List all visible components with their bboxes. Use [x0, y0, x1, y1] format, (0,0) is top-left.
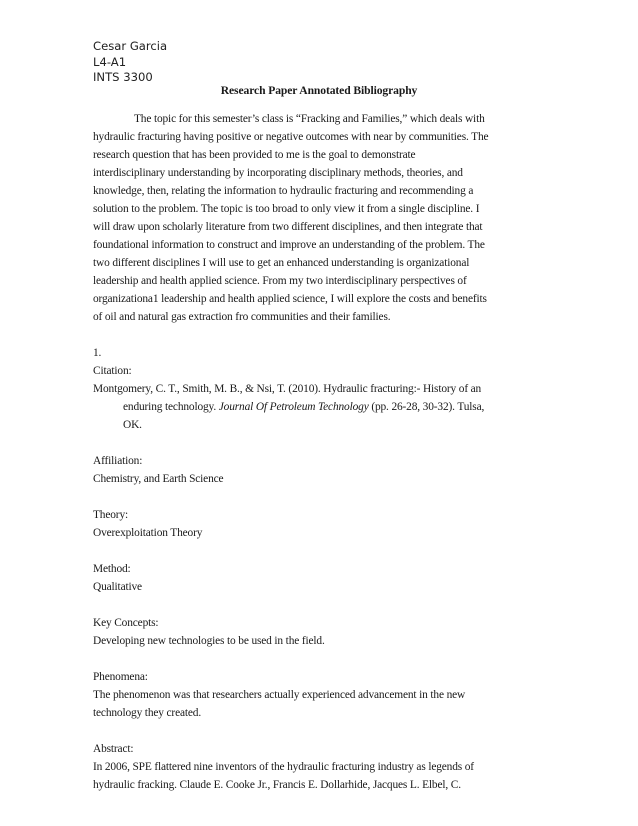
theory-value: Overexploitation Theory: [93, 527, 203, 539]
document-body: [93, 110, 545, 794]
intro-line: The topic for this semester’s class is “Fracking and Families,” which deals with: [134, 113, 485, 125]
method-label: Method:: [93, 563, 131, 575]
spacer: [93, 542, 545, 560]
spacer: [93, 488, 545, 506]
affiliation-label: Affiliation:: [93, 455, 143, 467]
intro-line: solution to the problem. The topic is too broad to only view it from a single discipline. I: [93, 203, 480, 215]
intro-line: will draw upon scholarly literature from two different disciplines, and then integrate that: [93, 221, 483, 233]
intro-line: interdisciplinary understanding by incorporating disciplinary methods, theories, and: [93, 167, 463, 179]
citation-line: [93, 398, 545, 416]
entry-number: 1.: [93, 347, 102, 359]
course-code: INTS 3300: [93, 70, 153, 84]
affiliation-value: Chemistry, and Earth Science: [93, 473, 224, 485]
citation-line: OK.: [123, 419, 142, 431]
phenomena-label: Phenomena:: [93, 671, 148, 683]
intro-line: hydraulic fracturing having positive or negative outcomes with near by communities. The: [93, 131, 489, 143]
intro-line: leadership and health applied science. From my two interdisciplinary perspectives of: [93, 275, 467, 287]
author-name: Cesar Garcia: [93, 39, 168, 53]
key-concepts-label: Key Concepts:: [93, 617, 159, 629]
intro-line: knowledge, then, relating the information to hydraulic fracturing and recommending a: [93, 185, 474, 197]
citation-text: (pp. 26-28, 30-32). Tulsa,: [371, 401, 485, 413]
key-concepts-value: Developing new technologies to be used in the field.: [93, 635, 325, 647]
intro-line: of oil and natural gas extraction fro communities and their families.: [93, 311, 391, 323]
assignment-code: L4-A1: [93, 54, 127, 69]
citation-line: Montgomery, C. T., Smith, M. B., & Nsi, T. (2010). Hydraulic fracturing:- History of an: [93, 383, 482, 395]
intro-line: research question that has been provided to me is the goal to demonstrate: [93, 149, 416, 161]
intro-line: organizationa1 leadership and health applied science, I will explore the costs and benefits: [93, 293, 487, 305]
spacer: [93, 434, 545, 452]
spacer: [93, 596, 545, 614]
spacer: [93, 650, 545, 668]
intro-line: foundational information to construct and improve an understanding of the problem. The: [93, 239, 485, 251]
document-title: Research Paper Annotated Bibliography: [220, 84, 418, 97]
spacer: [93, 722, 545, 740]
phenomena-line: The phenomenon was that researchers actually experienced advancement in the new: [93, 689, 466, 701]
method-value: Qualitative: [93, 581, 142, 593]
abstract-label: Abstract:: [93, 743, 134, 755]
intro-line: two different disciplines I will use to get an enhanced understanding is organizational: [93, 257, 470, 269]
citation-journal: Journal Of Petroleum Technology: [218, 401, 369, 413]
document-header: [93, 39, 167, 86]
phenomena-line: technology they created.: [93, 707, 202, 719]
theory-label: Theory:: [93, 509, 129, 521]
citation-label: Citation:: [93, 365, 132, 377]
abstract-line: In 2006, SPE flattered nine inventors of the hydraulic fracturing industry as legends of: [93, 761, 474, 773]
abstract-line: hydraulic fracking. Claude E. Cooke Jr., Francis E. Dollarhide, Jacques L. Elbel, C.: [93, 779, 461, 791]
citation-text: enduring technology.: [123, 401, 217, 413]
spacer: [93, 326, 545, 344]
